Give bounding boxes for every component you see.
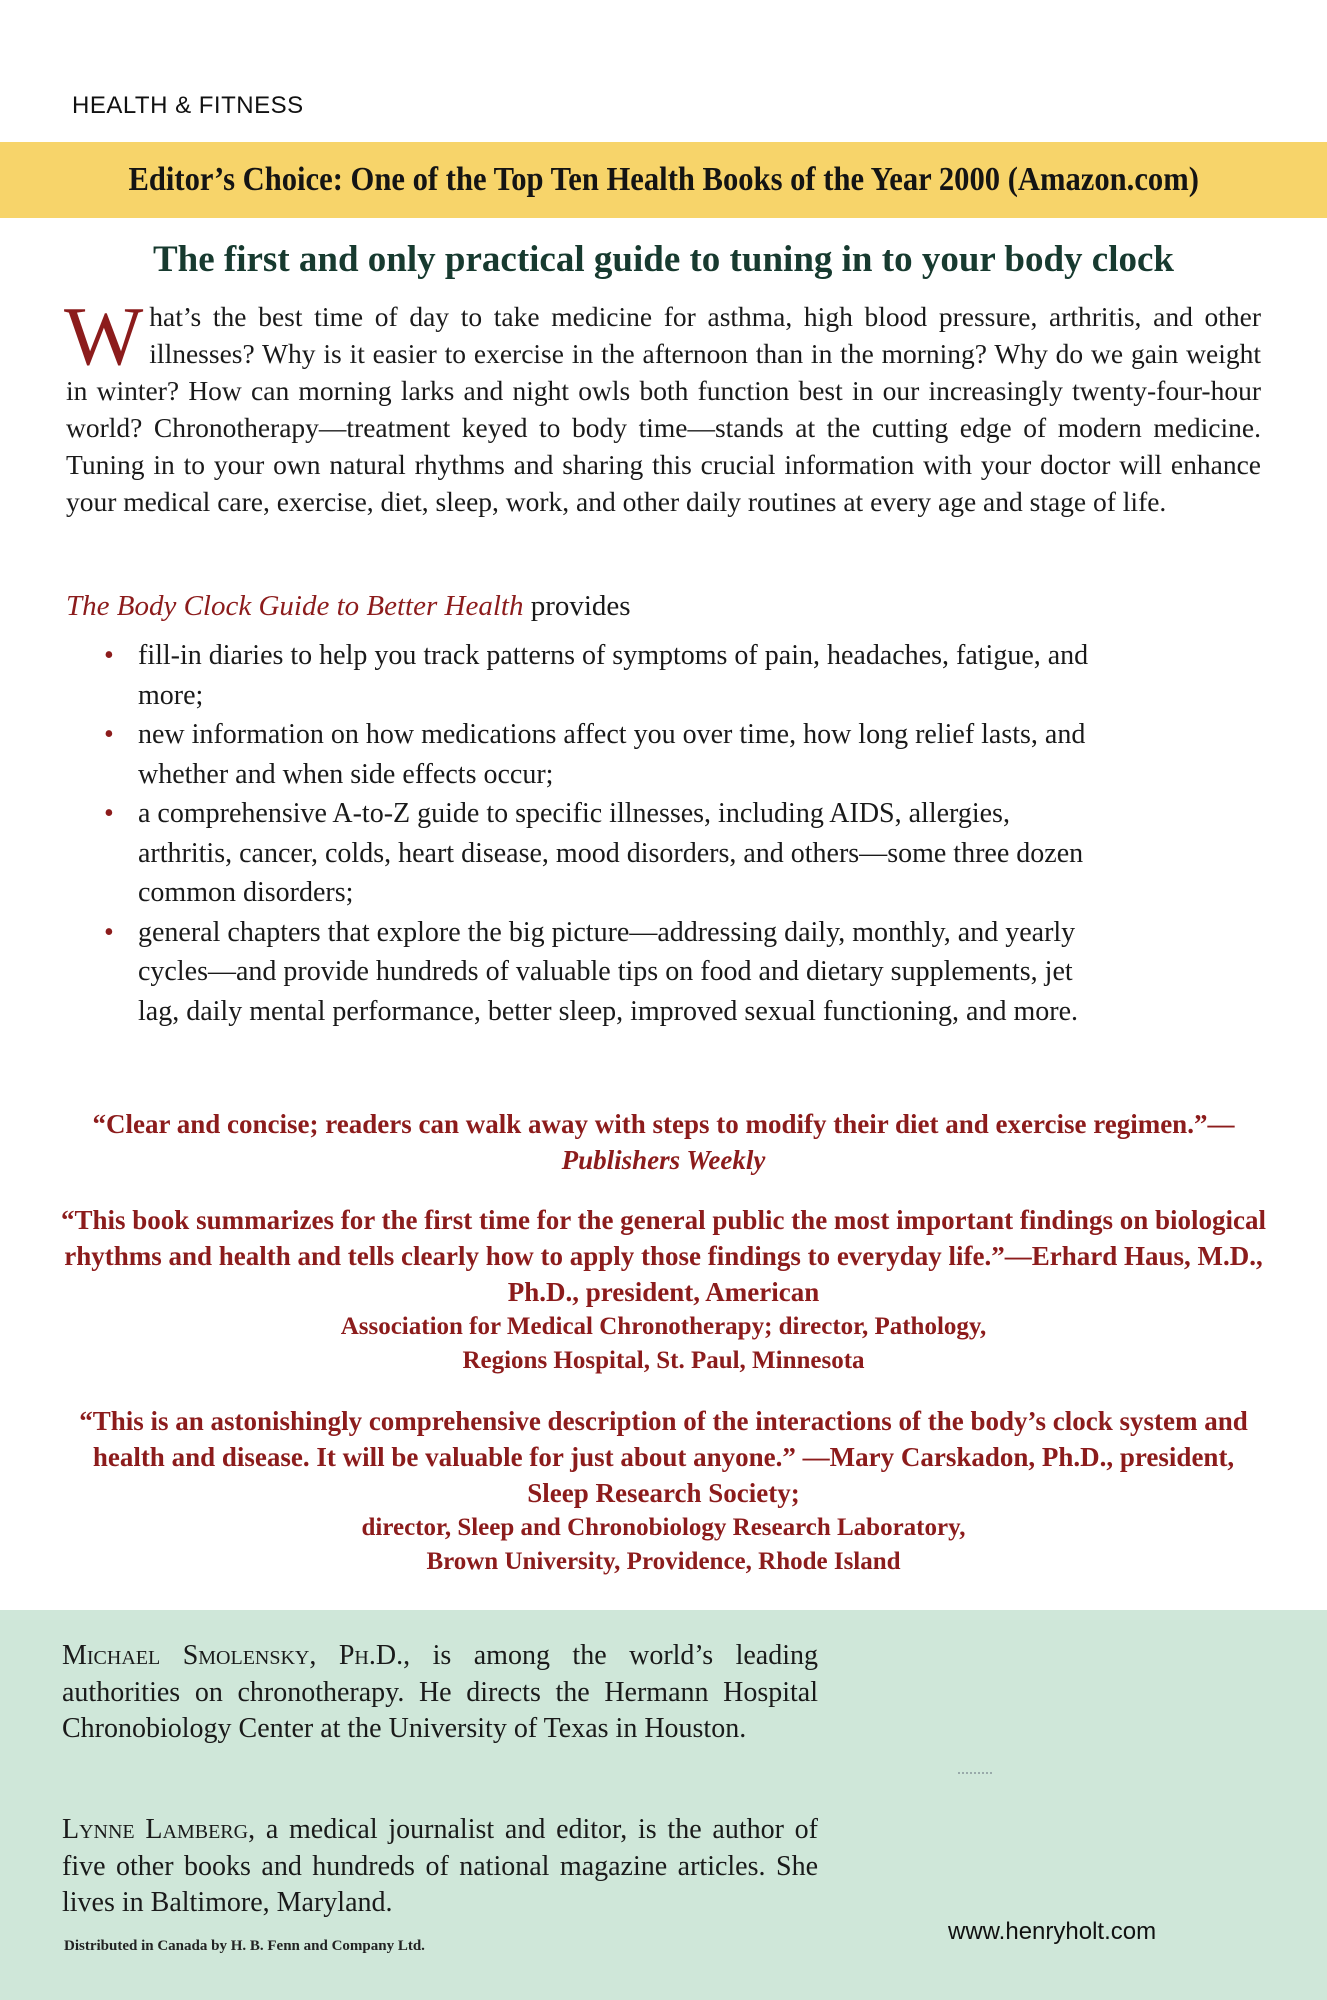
quote-source-line: director, Sleep and Chronobiology Research Laboratory,	[361, 1514, 966, 1541]
list-item	[100, 636, 1100, 715]
print-speck	[958, 1772, 992, 1774]
author-bio-smolensky	[62, 1638, 818, 1748]
category-label: HEALTH & FITNESS	[72, 92, 304, 119]
list-item-text: new information on how medications affect you over time, how long relief lasts, and whether and when side effects occur;	[138, 719, 1086, 790]
quote-text: “Clear and concise; readers can walk away with steps to modify their diet and exercise regimen.”—	[92, 1109, 1235, 1139]
bullet-icon: •	[104, 640, 114, 671]
author-bio-lamberg	[62, 1812, 818, 1922]
quote-text: “This book summarizes for the first time for the general public the most important findings on biological rhythms and health and tells clearly how to apply those findings to everyday life.”—Erhard Haus, M.D., Ph.D., president, American	[61, 1205, 1266, 1307]
list-item	[100, 913, 1100, 1032]
provides-heading	[66, 590, 631, 623]
author-bio-text: , is among the world’s leading authorities on chronotherapy. He directs the Hermann Hospital Chronobiology Center at the University of Texas in Houston.	[62, 1640, 819, 1744]
quote-source-line: Brown University, Providence, Rhode Island	[426, 1548, 901, 1575]
quote-source: Publishers Weekly	[561, 1145, 766, 1175]
bullet-icon: •	[104, 719, 114, 750]
quote-source-line: Regions Hospital, St. Paul, Minnesota	[462, 1347, 865, 1374]
bullet-icon: •	[104, 798, 114, 829]
tagline: The first and only practical guide to tuning in to your body clock	[152, 239, 1175, 280]
banner-text: Editor’s Choice: One of the Top Ten Health Books of the Year 2000 (Amazon.com)	[128, 161, 1199, 198]
list-item-text: general chapters that explore the big picture—addressing daily, monthly, and yearly cycles—and provide hundreds of valuable tips on food and dietary supplements, jet lag, daily mental performance, better sleep, improved sexual functioning, and more.	[138, 916, 1079, 1027]
review-quote-3	[60, 1403, 1267, 1579]
author-bio-text: , a medical journalist and editor, is the author of five other books and hundreds of national magazine articles. She lives in Baltimore, Maryland.	[62, 1814, 818, 1918]
author-name: Michael Smolensky, Ph.D.	[62, 1640, 404, 1671]
intro-paragraph	[64, 290, 1261, 520]
quote-text: “This is an astonishingly comprehensive description of the interactions of the body’s clock system and health and disease. It will be valuable for just about anyone.” —Mary Carskadon, Ph.D., president, Sleep Research Society;	[79, 1406, 1248, 1508]
publisher-website: www.henryholt.com	[948, 1918, 1157, 1945]
book-title: The Body Clock Guide to Better Health	[66, 590, 524, 622]
drop-cap: W	[64, 290, 144, 383]
list-item	[100, 794, 1100, 913]
intro-text: hat’s the best time of day to take medicine for asthma, high blood pressure, arthritis, and other illnesses? Why is it easier to exercise in the afternoon than in the morning? Why do we gain weight in winter? How can morning larks and night owls both function best in our increasingly twenty-four-hour world? Chronotherapy—treatment keyed to body time—stands at the cutting edge of modern medicine. Tuning in to your own natural rhythms and sharing this crucial information with your doctor will enhance your medical care, exercise, diet, sleep, work, and other daily routines at every age and stage of life.	[66, 301, 1261, 517]
author-name: Lynne Lamberg	[62, 1814, 249, 1845]
list-item-text: a comprehensive A-to-Z guide to specific illnesses, including AIDS, allergies, arthritis, cancer, colds, heart disease, mood disorders, and others—some three dozen common disorders;	[138, 798, 1084, 908]
review-quote-1	[60, 1106, 1267, 1178]
provides-suffix: provides	[523, 590, 631, 622]
distribution-note: Distributed in Canada by H. B. Fenn and Company Ltd.	[64, 1938, 425, 1954]
bullet-icon: •	[104, 916, 114, 948]
list-item	[100, 715, 1100, 794]
list-item-text: fill-in diaries to help you track patterns of symptoms of pain, headaches, fatigue, and more;	[138, 640, 1089, 711]
review-quote-2	[60, 1202, 1267, 1378]
editors-choice-banner	[0, 142, 1327, 218]
quote-source-line: Association for Medical Chronotherapy; director, Pathology,	[340, 1313, 987, 1340]
feature-list	[100, 636, 1100, 1031]
